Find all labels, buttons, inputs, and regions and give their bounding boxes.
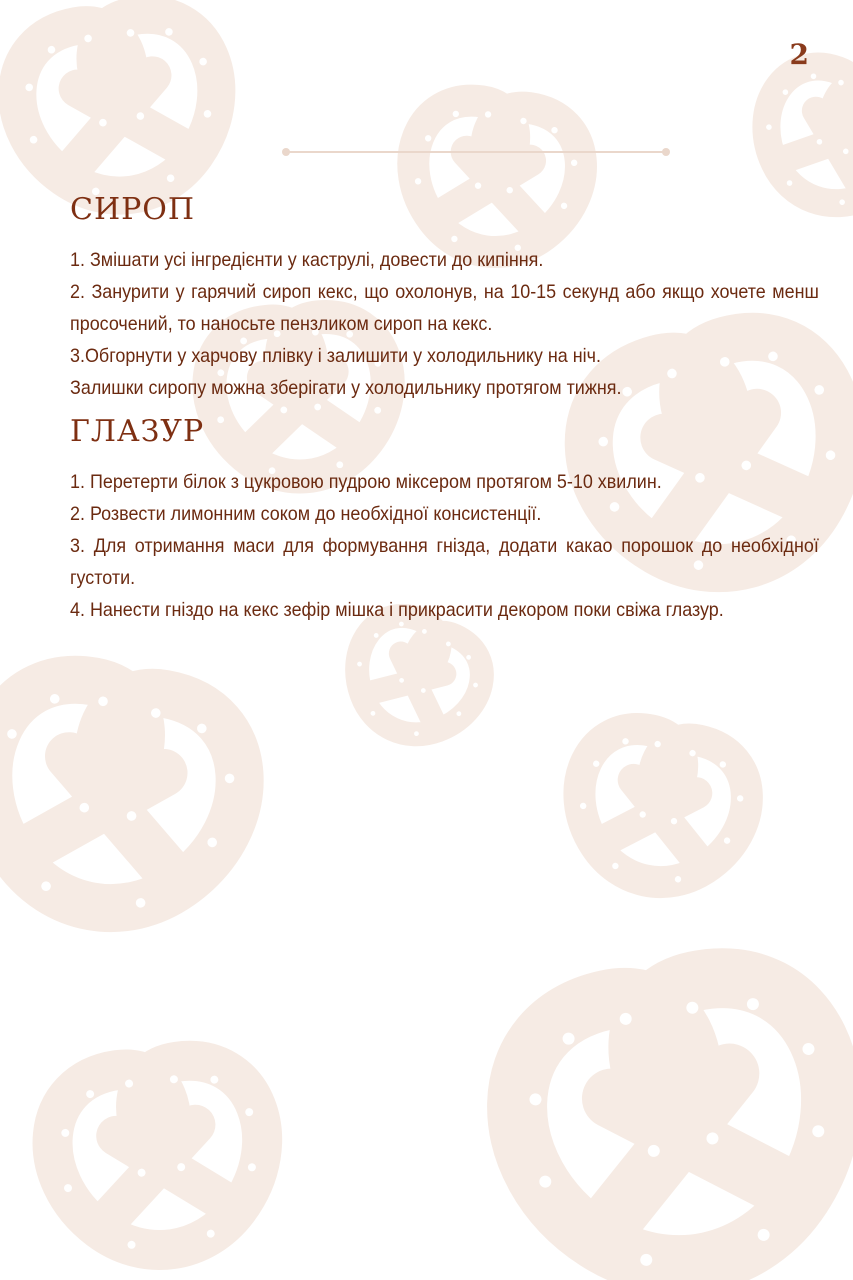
- section-title-syrup: СИРОП: [70, 192, 196, 227]
- glaze-step-2: 2. Розвести лимонним соком до необхідної консистенції.: [70, 503, 542, 525]
- glaze-step-3: 3. Для отримання маси для формування гнізда, додати какао порошок до необхідної густоти.: [70, 535, 819, 589]
- divider-dot-right: [662, 148, 670, 156]
- syrup-step-2: 2. Занурити у гарячий сироп кекс, що охолонув, на 10-15 секунд або якщо хочете менш просочений, то наносьте пензликом сироп на кекс.: [70, 281, 819, 335]
- divider-dot-left: [282, 148, 290, 156]
- section-title-glaze: ГЛАЗУР: [70, 414, 205, 449]
- glaze-section: [70, 410, 819, 626]
- syrup-note: Залишки сиропу можна зберігати у холодильнику протягом тижня.: [70, 377, 622, 399]
- page-number: 2: [789, 38, 809, 71]
- glaze-step-1: 1. Перетерти білок з цукровою пудрою міксером протягом 5-10 хвилин.: [70, 471, 662, 493]
- syrup-step-3: 3.Обгорнути у харчову плівку і залишити у холодильнику на ніч.: [70, 345, 601, 367]
- glaze-step-4: 4. Нанести гніздо на кекс зефір мішка і прикрасити декором поки свіжа глазур.: [70, 599, 724, 621]
- decorative-divider: [286, 151, 666, 153]
- recipe-content: [70, 188, 819, 626]
- syrup-step-1: 1. Змішати усі інгредієнти у каструлі, довести до кипіння.: [70, 249, 544, 271]
- syrup-section: [70, 188, 819, 404]
